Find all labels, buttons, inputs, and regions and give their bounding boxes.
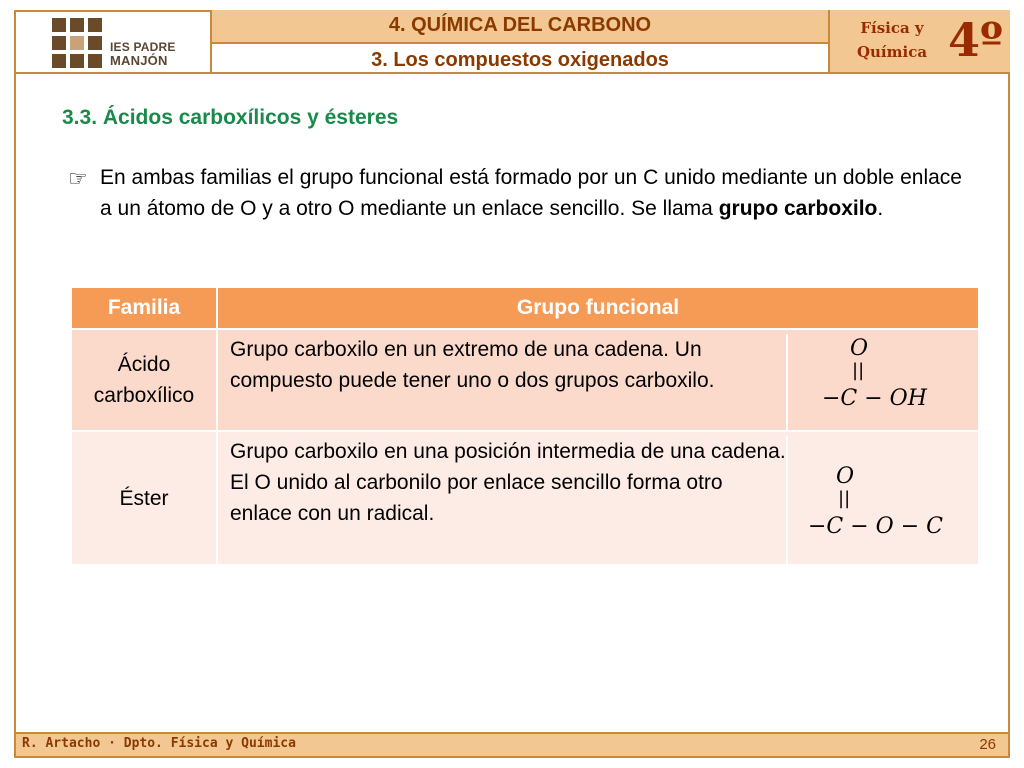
level-label: 4º	[948, 13, 1004, 67]
description-cell	[218, 436, 788, 564]
table-row	[72, 330, 978, 430]
unit-title: 4. QUÍMICA DEL CARBONO	[212, 10, 828, 44]
formula-main-chain: −C − O − C	[808, 514, 943, 539]
intro-paragraph	[100, 162, 962, 224]
lesson-title: 3. Los compuestos oxigenados	[212, 44, 828, 74]
carboxylic-formula	[788, 330, 978, 430]
header-functional-group: Grupo funcional	[218, 288, 978, 328]
header-family: Familia	[72, 288, 218, 328]
logo-text	[110, 40, 176, 68]
table-header-row	[72, 288, 978, 328]
footer-author: R. Artacho · Dpto. Física y Química	[22, 736, 296, 751]
paragraph-end: .	[877, 197, 884, 220]
formula-oxygen: O	[836, 464, 855, 489]
page-number: 26	[979, 736, 996, 753]
table-row	[72, 432, 978, 564]
family-cell	[72, 432, 218, 564]
family-name-line2: carboxílico	[93, 384, 195, 407]
description-line2: El O unido al carbonilo por enlace sencillo forma otro enlace con un radical.	[230, 471, 723, 525]
description-cell: Grupo carboxilo en un extremo de una cadena. Un compuesto puede tener uno o dos grupos carboxilo.	[218, 334, 788, 430]
paragraph-bold-term: grupo carboxilo	[718, 197, 878, 220]
pointing-hand-icon: ☞	[68, 166, 88, 191]
section-heading: 3.3. Ácidos carboxílicos y ésteres	[62, 106, 399, 129]
logo-grid-icon	[52, 18, 104, 70]
family-cell	[72, 330, 218, 430]
slide-footer	[14, 732, 1010, 758]
school-logo	[14, 10, 212, 74]
formula-double-bond: ||	[852, 360, 865, 381]
family-name-line1: Éster	[119, 486, 169, 510]
subject-line1: Física y	[860, 19, 924, 37]
description-line1: Grupo carboxilo en una posición intermedia de una cadena.	[230, 440, 786, 463]
ester-formula	[788, 432, 978, 564]
logo-line2: MANJÓN	[110, 53, 168, 68]
subject-name	[842, 16, 942, 64]
formula-oxygen: O	[850, 336, 869, 361]
logo-line1: IES PADRE	[110, 40, 176, 54]
subject-badge	[828, 10, 1010, 74]
family-name-line1: Ácido	[117, 353, 171, 376]
subject-line2: Química	[856, 43, 928, 61]
paragraph-text: En ambas familias el grupo funcional está formado por un C unido mediante un doble enlace a un átomo de O y a otro O mediante un enlace sencillo. Se llama	[100, 166, 962, 220]
formula-main-chain: −C − OH	[822, 386, 927, 411]
formula-double-bond: ||	[838, 488, 851, 509]
